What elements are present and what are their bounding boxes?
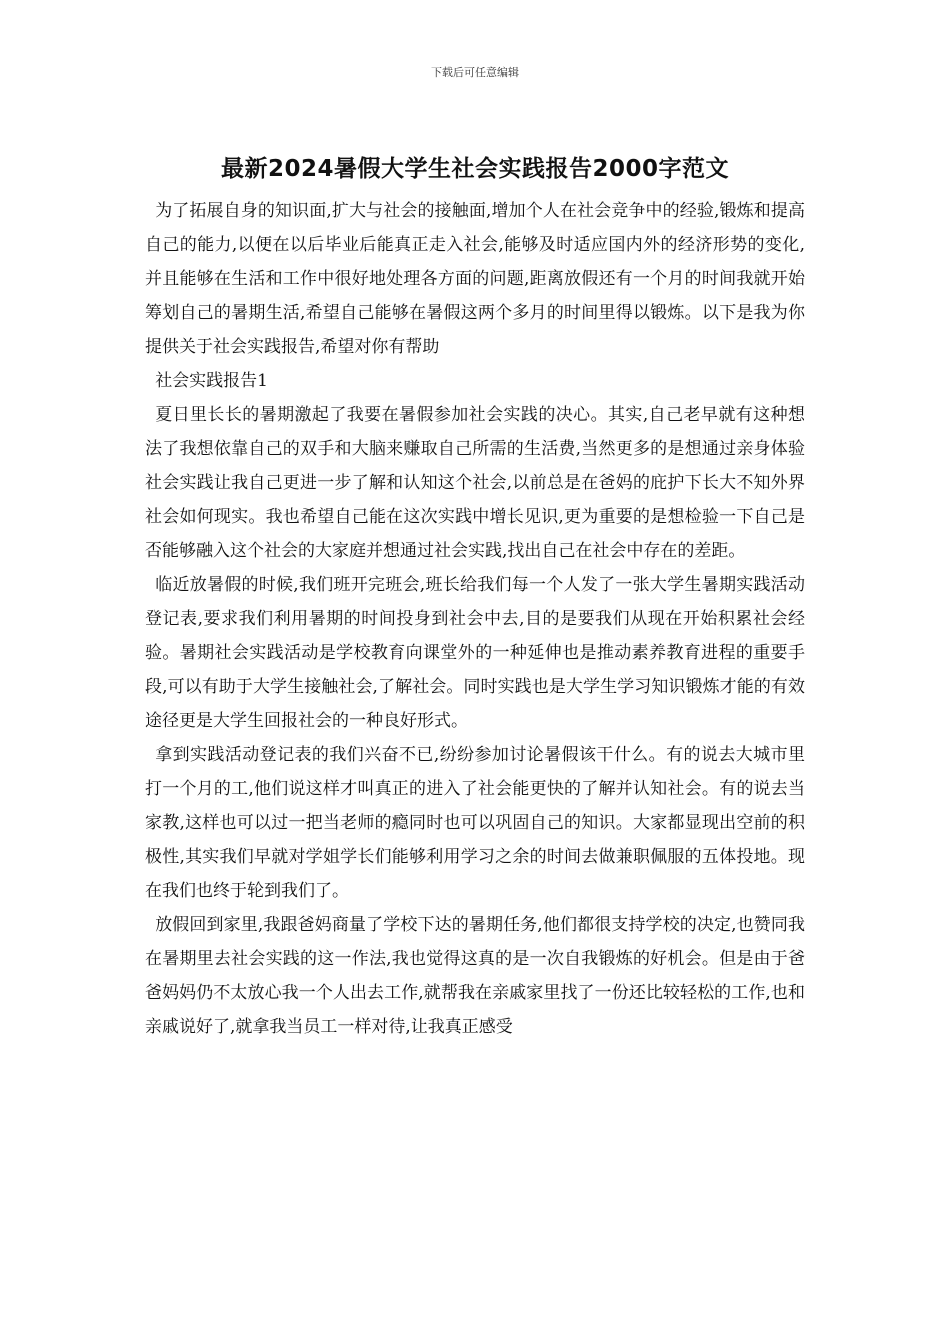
body-paragraph: 拿到实践活动登记表的我们兴奋不已,纷纷参加讨论暑假该干什么。有的说去大城市里打一个月的工,他们说这样才叫真正的进入了社会能更快的了解并认知社会。有的说去当家教,这样也可以过一把当老师的瘾同时也可以巩固自己的知识。大家都显现出空前的积极性,其实我们早就对学姐学长们能够利用学习之余的时间去做兼职佩服的五体投地。现在我们也终于轮到我们了。	[145, 745, 805, 901]
body-paragraph: 放假回到家里,我跟爸妈商量了学校下达的暑期任务,他们都很支持学校的决定,也赞同我在暑期里去社会实践的这一作法,我也觉得这真的是一次自我锻炼的好机会。但是由于爸爸妈妈仍不太放心我一个人出去工作,就帮我在亲戚家里找了一份还比较轻松的工作,也和亲戚说好了,就拿我当员工一样对待,让我真正感受	[145, 915, 805, 1037]
intro-paragraph: 为了拓展自身的知识面,扩大与社会的接触面,增加个人在社会竞争中的经验,锻炼和提高自己的能力,以便在以后毕业后能真正走入社会,能够及时适应国内外的经济形势的变化,并且能够在生活和工作中很好地处理各方面的问题,距离放假还有一个月的时间我就开始筹划自己的暑期生活,希望自己能够在暑假这两个多月的时间里得以锻炼。以下是我为你提供关于社会实践报告,希望对你有帮助	[145, 201, 805, 357]
header-note: 下载后可任意编辑	[431, 66, 519, 79]
body-paragraph: 夏日里长长的暑期激起了我要在暑假参加社会实践的决心。其实,自己老早就有这种想法了我想依靠自己的双手和大脑来赚取自己所需的生活费,当然更多的是想通过亲身体验社会实践让我自己更进一步了解和认知这个社会,以前总是在爸妈的庇护下长大不知外界社会如何现实。我也希望自己能在这次实践中增长见识,更为重要的是想检验一下自己是否能够融入这个社会的大家庭并想通过社会实践,找出自己在社会中存在的差距。	[145, 405, 805, 561]
section-heading: 社会实践报告1	[155, 371, 269, 391]
body-paragraph: 临近放暑假的时候,我们班开完班会,班长给我们每一个人发了一张大学生暑期实践活动登记表,要求我们利用暑期的时间投身到社会中去,目的是要我们从现在开始积累社会经验。暑期社会实践活动是学校教育向课堂外的一种延伸也是推动素养教育进程的重要手段,可以有助于大学生接触社会,了解社会。同时实践也是大学生学习知识锻炼才能的有效途径更是大学生回报社会的一种良好形式。	[145, 575, 805, 731]
document-title: 最新2024暑假大学生社会实践报告2000字范文	[220, 156, 730, 182]
document-body	[145, 194, 805, 1044]
